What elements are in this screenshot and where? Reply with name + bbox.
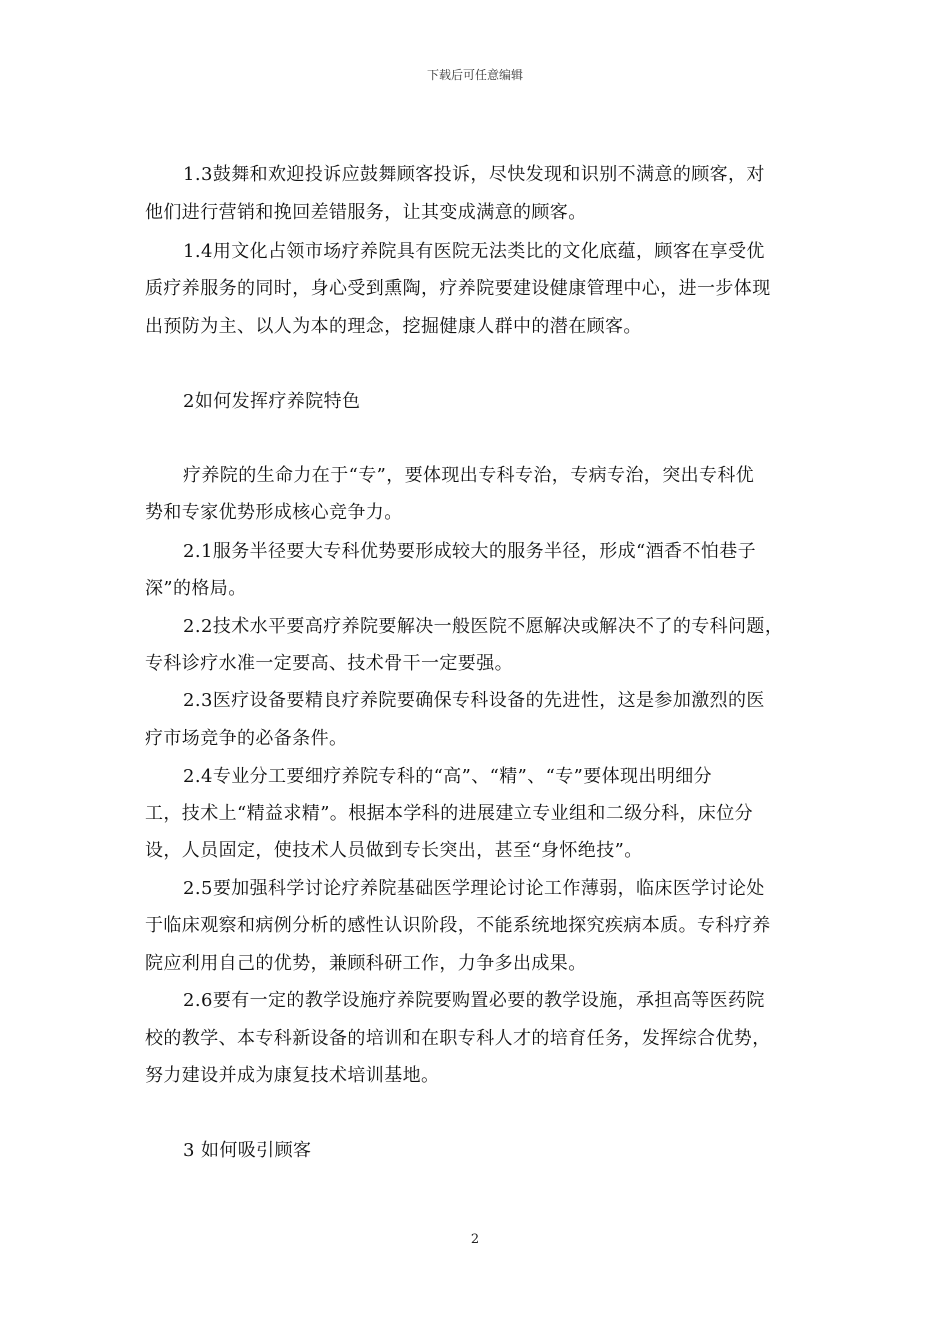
paragraph-line: 1.4用文化占领市场疗养院具有医院无法类比的文化底蕴，顾客在享受优: [183, 241, 765, 262]
section-heading: 2如何发挥疗养院特色: [183, 391, 361, 412]
paragraph-line: 努力建设并成为康复技术培训基地。: [145, 1065, 440, 1086]
paragraph-line: 疗养院的生命力在于“专”，要体现出专科专治，专病专治，突出专科优: [183, 465, 755, 486]
paragraph-line: 院应利用自己的优势，兼顾科研工作，力争多出成果。: [145, 953, 587, 974]
paragraph-line: 质疗养服务的同时，身心受到熏陶，疗养院要建设健康管理中心，进一步体现: [145, 278, 771, 299]
paragraph-line: 校的教学、本专科新设备的培训和在职专科人才的培育任务，发挥综合优势，: [145, 1028, 771, 1049]
paragraph-line: 2.6要有一定的教学设施疗养院要购置必要的教学设施，承担高等医药院: [183, 990, 765, 1011]
paragraph-line: 2.5要加强科学讨论疗养院基础医学理论讨论工作薄弱，临床医学讨论处: [183, 878, 765, 899]
paragraph-line: 专科诊疗水准一定要高、技术骨干一定要强。: [145, 653, 513, 674]
paragraph-line: 设，人员固定，使技术人员做到专长突出，甚至“身怀绝技”。: [145, 840, 643, 861]
page-header: 下载后可任意编辑: [426, 68, 523, 82]
paragraph-line: 出预防为主、以人为本的理念，挖掘健康人群中的潜在顾客。: [145, 316, 642, 337]
paragraph-line: 2.2技术水平要高疗养院要解决一般医院不愿解决或解决不了的专科问题，: [183, 616, 784, 637]
paragraph-line: 深”的格局。: [145, 578, 247, 599]
section-heading: 3 如何吸引顾客: [183, 1140, 312, 1161]
paragraph-line: 2.4专业分工要细疗养院专科的“高”、“精”、“专”要体现出明细分: [183, 766, 713, 787]
page-number: 2: [470, 1232, 480, 1247]
paragraph-line: 工，技术上“精益求精”。根据本学科的进展建立专业组和二级分科，床位分: [145, 803, 754, 824]
paragraph-line: 2.3医疗设备要精良疗养院要确保专科设备的先进性，这是参加激烈的医: [183, 690, 765, 711]
paragraph-line: 1.3鼓舞和欢迎投诉应鼓舞顾客投诉，尽快发现和识别不满意的顾客，对: [183, 164, 765, 185]
paragraph-line: 他们进行营销和挽回差错服务，让其变成满意的顾客。: [145, 202, 587, 223]
paragraph-line: 于临床观察和病例分析的感性认识阶段，不能系统地探究疾病本质。专科疗养: [145, 915, 771, 936]
paragraph-line: 疗市场竞争的必备条件。: [145, 728, 348, 749]
paragraph-line: 势和专家优势形成核心竞争力。: [145, 502, 403, 523]
paragraph-line: 2.1服务半径要大专科优势要形成较大的服务半径，形成“酒香不怕巷子: [183, 541, 757, 562]
